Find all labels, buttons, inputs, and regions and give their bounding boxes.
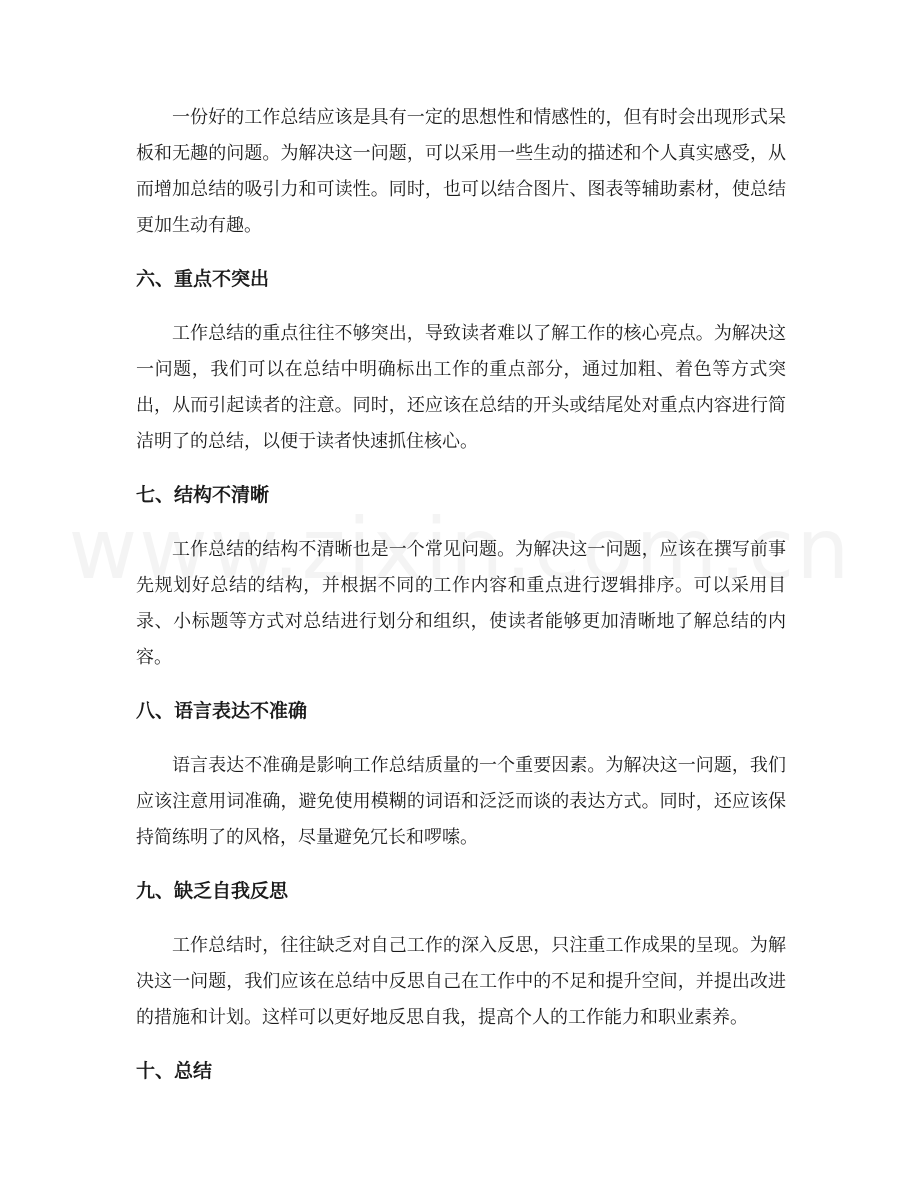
section-paragraph-7: 工作总结的结构不清晰也是一个常见问题。为解决这一问题，应该在撰写前事先规划好总结的结构，并根据不同的工作内容和重点进行逻辑排序。可以采用目录、小标题等方式对总结进行划分和组织，使读者能够更加清晰地了解总结的内容。 xyxy=(136,539,786,668)
section-paragraph-9: 工作总结时，往往缺乏对自己工作的深入反思，只注重工作成果的呈现。为解决这一问题，我们应该在总结中反思自己在工作中的不足和提升空间，并提出改进的措施和计划。这样可以更好地反思自我，提高个人的工作能力和职业素养。 xyxy=(136,935,786,1028)
section-paragraph-6: 工作总结的重点往往不够突出，导致读者难以了解工作的核心亮点。为解决这一问题，我们可以在总结中明确标出工作的重点部分，通过加粗、着色等方式突出，从而引起读者的注意。同时，还应该在总结的开头或结尾处对重点内容进行简洁明了的总结，以便于读者快速抓住核心。 xyxy=(136,323,786,452)
section-heading-10: 十、总结 xyxy=(136,1060,213,1082)
section-heading-7: 七、结构不清晰 xyxy=(136,484,270,506)
section-heading-9: 九、缺乏自我反思 xyxy=(136,880,289,902)
document-body xyxy=(136,100,786,1108)
section-heading-6: 六、重点不突出 xyxy=(136,268,270,290)
intro-paragraph: 一份好的工作总结应该是具有一定的思想性和情感性的，但有时会出现形式呆板和无趣的问题。为解决这一问题，可以采用一些生动的描述和个人真实感受，从而增加总结的吸引力和可读性。同时，也可以结合图片、图表等辅助素材，使总结更加生动有趣。 xyxy=(136,107,786,236)
section-paragraph-8: 语言表达不准确是影响工作总结质量的一个重要因素。为解决这一问题，我们应该注意用词准确，避免使用模糊的词语和泛泛而谈的表达方式。同时，还应该保持简练明了的风格，尽量避免冗长和啰嗦。 xyxy=(136,755,786,848)
section-heading-8: 八、语言表达不准确 xyxy=(136,700,308,722)
